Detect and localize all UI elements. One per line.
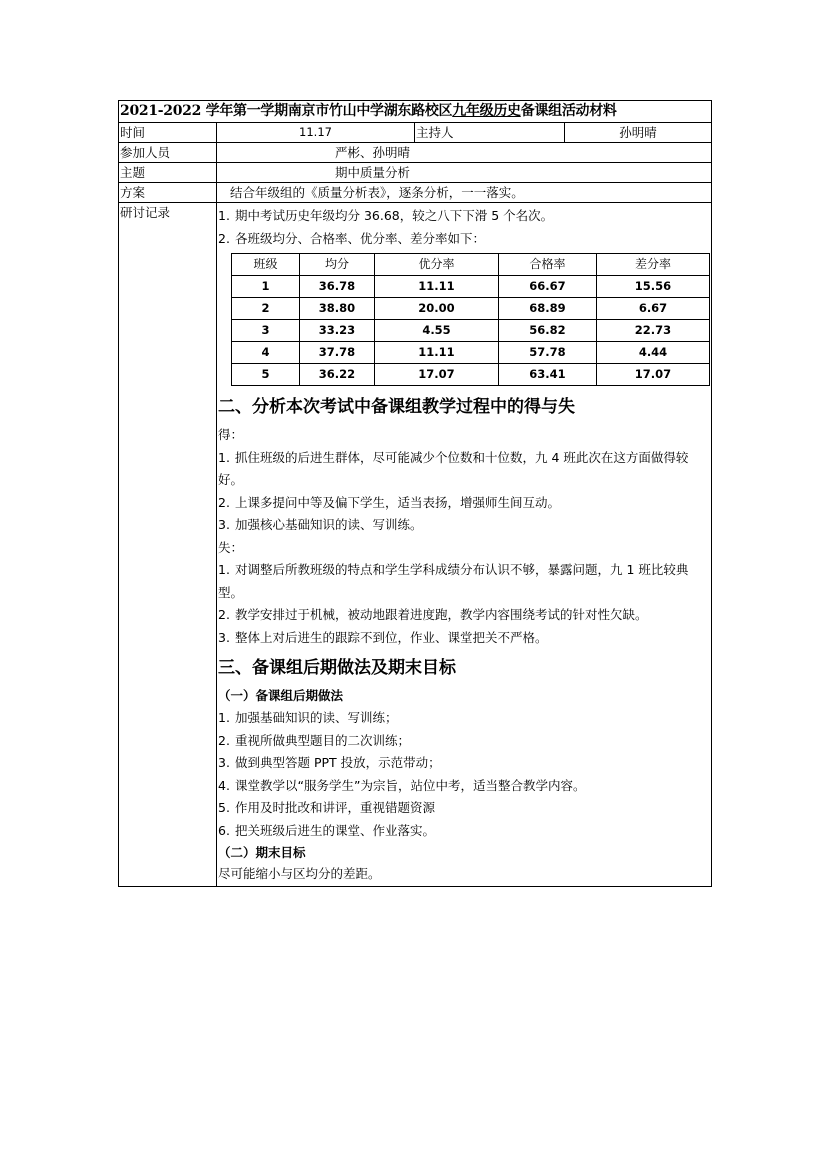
host-label: 主持人 [415,123,565,143]
table-cell: 4.55 [375,320,499,342]
practice-item-6: 6. 把关班级后进生的课堂、作业落实。 [218,822,436,838]
grades-header-row [232,254,710,276]
activity-table [118,100,712,887]
table-cell: 2 [232,298,300,320]
grades-row [232,342,710,364]
gain-item-1: 1. 抓住班级的后进生群体，尽可能减少个位数和十位数，九 4 班此次在这方面做得较好。 [218,449,689,487]
plan-label: 方案 [119,183,217,203]
record-item-2: 2. 各班级均分、合格率、优分率、差分率如下： [218,230,486,246]
topic-label: 主题 [119,163,217,183]
table-cell: 15.56 [597,276,710,298]
record-label: 研讨记录 [119,203,217,887]
table-cell: 36.78 [300,276,375,298]
record-row [119,203,712,887]
section-2-heading: 二、分析本次考试中备课组教学过程中的得与失 [218,397,575,417]
document-title [119,101,712,123]
table-cell: 17.07 [375,364,499,386]
table-cell: 57.78 [499,342,597,364]
header-cell: 优分率 [375,254,499,276]
grades-row [232,320,710,342]
time-value: 11.17 [217,123,415,143]
loss-item-3: 3. 整体上对后进生的跟踪不到位，作业、课堂把关不严格。 [218,629,548,645]
practice-item-1: 1. 加强基础知识的读、写训练； [218,710,398,725]
table-cell: 1 [232,276,300,298]
final-goal: 尽可能缩小与区均分的差距。 [218,866,381,881]
gain-item-2: 2. 上课多提问中等及偏下学生，适当表扬，增强师生间互动。 [218,494,561,510]
table-cell: 56.82 [499,320,597,342]
header-cell: 差分率 [597,254,710,276]
topic-row [119,163,712,183]
table-cell: 3 [232,320,300,342]
table-cell: 36.22 [300,364,375,386]
table-cell: 33.23 [300,320,375,342]
loss-item-1: 1. 对调整后所教班级的特点和学生学科成绩分布认识不够，暴露问题，九 1 班比较典型。 [218,562,689,600]
table-cell: 22.73 [597,320,710,342]
loss-item-2: 2. 教学安排过于机械，被动地跟着进度跑，教学内容围绕考试的针对性欠缺。 [218,607,648,622]
activity-document [118,100,711,887]
practice-item-4: 4. 课堂教学以“服务学生”为宗旨，站位中考，适当整合教学内容。 [218,777,586,793]
topic-value: 期中质量分析 [217,163,712,183]
grades-table [231,253,710,386]
grades-row [232,276,710,298]
header-cell: 合格率 [499,254,597,276]
record-item-1: 1. 期中考试历史年级均分 36.68，较之八下下滑 5 个名次。 [218,208,554,223]
table-cell: 63.41 [499,364,597,386]
table-cell: 20.00 [375,298,499,320]
header-cell: 均分 [300,254,375,276]
participants-label: 参加人员 [119,143,217,163]
table-cell: 6.67 [597,298,710,320]
title-subject: 九年级历史 [452,103,521,119]
loss-label: 失： [218,539,244,555]
table-cell: 11.11 [375,342,499,364]
subsection-2-heading: （二）期末目标 [218,845,306,860]
grades-row [232,298,710,320]
time-label: 时间 [119,123,217,143]
table-cell: 37.78 [300,342,375,364]
title-row [119,101,712,123]
section-3-heading: 三、备课组后期做法及期末目标 [218,658,456,678]
table-cell: 66.67 [499,276,597,298]
grades-row [232,364,710,386]
plan-row [119,183,712,203]
subsection-1-heading: （一）备课组后期做法 [218,688,344,703]
participants-value: 严彬、孙明晴 [217,143,712,163]
table-cell: 4.44 [597,342,710,364]
participants-row [119,143,712,163]
gain-item-3: 3. 加强核心基础知识的读、写训练。 [218,517,423,532]
record-content [217,203,712,887]
title-suffix: 备课组活动材料 [520,103,617,119]
header-cell: 班级 [232,254,300,276]
title-prefix: 2021-2022 学年第一学期南京市竹山中学湖东路校区 [120,103,453,119]
table-cell: 4 [232,342,300,364]
practice-item-3: 3. 做到典型答题 PPT 投放，示范带动； [218,755,441,770]
host-value: 孙明晴 [565,123,712,143]
table-cell: 11.11 [375,276,499,298]
table-cell: 38.80 [300,298,375,320]
plan-value: 结合年级组的《质量分析表》，逐条分析，一一落实。 [217,183,712,203]
practice-item-5: 5. 作用及时批改和讲评，重视错题资源 [218,800,436,815]
time-row [119,123,712,143]
practice-item-2: 2. 重视所做典型题目的二次训练； [218,732,411,748]
table-cell: 5 [232,364,300,386]
table-cell: 68.89 [499,298,597,320]
table-cell: 17.07 [597,364,710,386]
gain-label: 得： [218,427,244,442]
